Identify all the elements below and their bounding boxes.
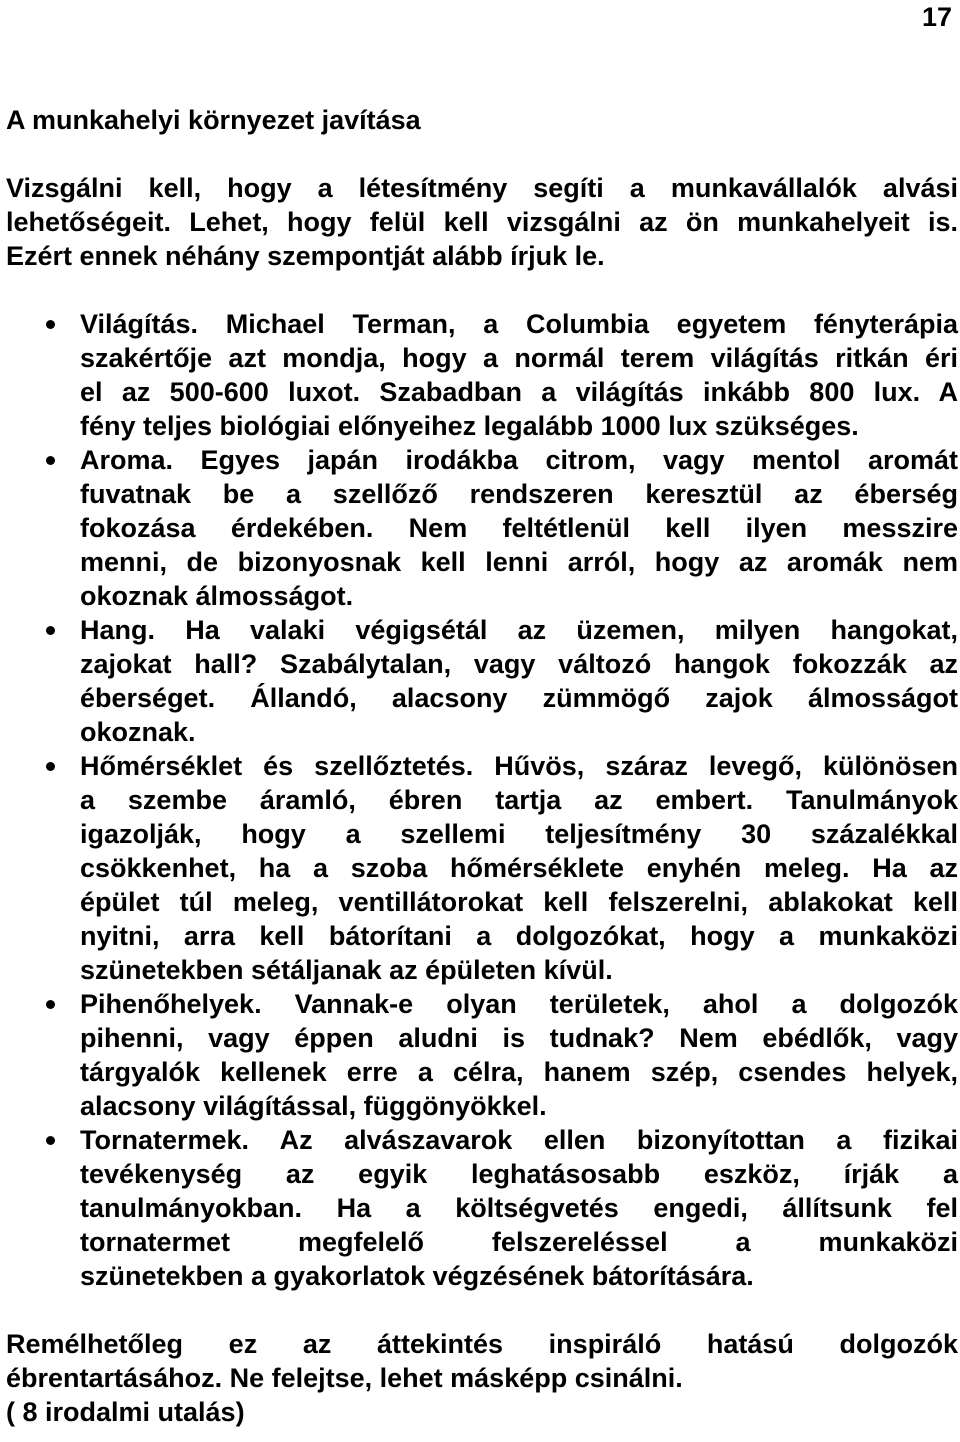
bullet-line: Világítás. Michael Terman, a Columbia egyetem fényterápia [80,309,958,339]
bullet-item-lighting [6,307,958,443]
bullet-line: épület túl meleg, ventillátorokat kell felszerelni, ablakokat kell [80,887,958,917]
closing-line: ébrentartásához. Ne felejtse, lehet másképp csinálni. [6,1363,683,1393]
bullet-line: tornatermet megfelelő felszereléssel a munkaközi [80,1227,958,1257]
intro-paragraph [6,171,958,273]
page-number: 17 [921,2,952,32]
bullet-line: éberséget. Állandó, alacsony zümmögő zajok álmosságot [80,683,958,713]
bullet-item-rest-areas [6,987,958,1123]
bullet-line: csökkenhet, ha a szoba hőmérséklete enyhén meleg. Ha az [80,853,958,883]
intro-line: lehetőségeit. Lehet, hogy felül kell vizsgálni az ön munkahelyeit is. [6,207,958,237]
bullet-line: szakértője azt mondja, hogy a normál terem világítás ritkán éri [80,343,958,373]
bullet-line: fokozása érdekében. Nem feltétlenül kell ilyen messzire [80,513,958,543]
reference-note: ( 8 irodalmi utalás) [6,1397,245,1427]
bullet-line: Tornatermek. Az alvászavarok ellen bizonyítottan a fizikai [80,1125,958,1155]
bullet-line: igazolják, hogy a szellemi teljesítmény 30 százalékkal [80,819,958,849]
bullet-line: tanulmányokban. Ha a költségvetés engedi, állítsunk fel [80,1193,958,1223]
bullet-line: a szembe áramló, ébren tartja az embert. Tanulmányok [80,785,958,815]
bullet-line: alacsony világítással, függönyökkel. [80,1091,547,1121]
bullet-line: fény teljes biológiai előnyeihez legalább 1000 lux szükséges. [80,411,859,441]
bullet-icon [46,762,55,771]
intro-line: Vizsgálni kell, hogy a létesítmény segíti a munkavállalók alvási [6,173,958,203]
intro-line: Ezért ennek néhány szempontját alább írjuk le. [6,241,605,271]
bullet-icon [46,1136,55,1145]
document-page [6,103,958,1429]
bullet-line: tevékenység az egyik leghatásosabb eszköz, írják a [80,1159,958,1189]
bullet-line: Pihenőhelyek. Vannak-e olyan területek, ahol a dolgozók [80,989,958,1019]
closing-paragraph [6,1327,958,1429]
bullet-item-gyms [6,1123,958,1293]
bullet-line: fuvatnak be a szellőző rendszeren keresztül az éberség [80,479,958,509]
bullet-line: okoznak álmosságot. [80,581,354,611]
bullet-icon [46,626,55,635]
bullet-line: szünetekben sétáljanak az épületen kívül. [80,955,613,985]
bullet-line: el az 500-600 luxot. Szabadban a világítás inkább 800 lux. A [80,377,958,407]
bullet-line: menni, de bizonyosnak kell lenni arról, hogy az aromák nem [80,547,958,577]
closing-line: Remélhetőleg ez az áttekintés inspiráló hatású dolgozók [6,1329,958,1359]
bullet-item-aroma [6,443,958,613]
bullet-line: Aroma. Egyes japán irodákba citrom, vagy mentol aromát [80,445,958,475]
bullet-line: pihenni, vagy éppen aludni is tudnak? Nem ebédlők, vagy [80,1023,958,1053]
bullet-item-sound [6,613,958,749]
bullet-line: Hang. Ha valaki végigsétál az üzemen, milyen hangokat, [80,615,958,645]
bullet-line: nyitni, arra kell bátorítani a dolgozókat, hogy a munkaközi [80,921,958,951]
bullet-line: zajokat hall? Szabálytalan, vagy változó hangok fokozzák az [80,649,958,679]
bullet-icon [46,1000,55,1009]
bullet-line: tárgyalók kellenek erre a célra, hanem szép, csendes helyek, [80,1057,958,1087]
bullet-item-temperature [6,749,958,987]
bullet-list [6,307,958,1293]
bullet-line: Hőmérséklet és szellőztetés. Hűvös, száraz levegő, különösen [80,751,958,781]
bullet-icon [46,320,55,329]
bullet-line: okoznak. [80,717,196,747]
section-heading: A munkahelyi környezet javítása [6,105,421,135]
bullet-icon [46,456,55,465]
bullet-line: szünetekben a gyakorlatok végzésének bátorítására. [80,1261,754,1291]
